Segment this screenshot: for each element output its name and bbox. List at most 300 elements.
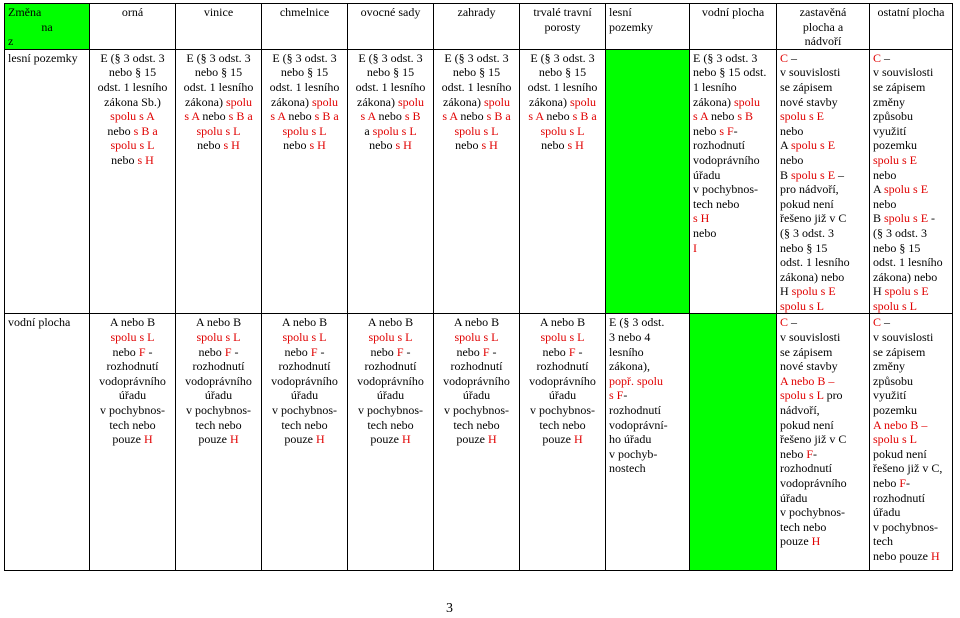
cell-line xyxy=(93,374,172,389)
cell-line xyxy=(609,461,686,476)
cell-lesni-vinice xyxy=(176,49,262,314)
red-text: F xyxy=(310,344,318,359)
text: pokud není xyxy=(780,196,834,211)
cell-line xyxy=(179,95,258,110)
cell-line xyxy=(179,388,258,403)
cell-line xyxy=(780,359,866,374)
cell-line xyxy=(437,418,516,433)
text: v pochybnos- xyxy=(444,403,509,418)
cell-line xyxy=(437,403,516,418)
header-line: trvalé travní xyxy=(533,5,592,19)
text: nové stavby xyxy=(780,94,838,109)
text: změny xyxy=(873,359,905,374)
cell-line xyxy=(179,359,258,374)
text: a xyxy=(364,123,373,138)
text: nebo xyxy=(780,446,807,461)
text: tech nebo xyxy=(693,196,740,211)
text: - xyxy=(575,344,583,359)
red-text: spolu s E xyxy=(780,109,825,124)
cell-line xyxy=(780,330,866,345)
cell-line xyxy=(265,345,344,360)
cell-line xyxy=(93,359,172,374)
cell-line xyxy=(780,124,866,139)
red-text: H xyxy=(401,432,411,447)
cell-line xyxy=(873,109,949,124)
text: způsobu xyxy=(873,373,913,388)
cell-line xyxy=(873,241,949,256)
text: vodoprávního xyxy=(693,152,760,167)
cell-line xyxy=(351,315,430,330)
cell-line xyxy=(873,95,949,110)
cell-line xyxy=(780,520,866,535)
red-text: spolu s E xyxy=(884,182,929,197)
header-line: plocha a xyxy=(802,19,844,34)
text: nebo pouze xyxy=(873,548,931,563)
text: nebo xyxy=(541,138,568,153)
cell-line xyxy=(873,153,949,168)
red-text: spolu s E xyxy=(791,167,836,182)
text: vodoprávního xyxy=(185,373,252,388)
red-text: C xyxy=(780,50,789,65)
cell-line xyxy=(437,315,516,330)
red-text: spolu xyxy=(397,94,424,109)
header-vinice: vinice xyxy=(176,4,262,50)
red-text: s A xyxy=(693,109,709,124)
red-text: spolu s L xyxy=(282,123,327,138)
text: zákona) xyxy=(529,94,570,109)
red-text: A nebo B – xyxy=(780,373,835,388)
text: se zápisem xyxy=(780,344,833,359)
cell-line xyxy=(780,226,866,241)
text: odst. 1 lesního xyxy=(269,79,340,94)
text: odst. 1 lesního xyxy=(97,79,168,94)
text: odst. 1 lesního xyxy=(527,79,598,94)
text: - xyxy=(317,344,325,359)
text: pouze xyxy=(370,432,402,447)
red-text: s B a xyxy=(228,109,253,124)
text: v pochybnos- xyxy=(272,403,337,418)
cell-line xyxy=(523,51,602,66)
text: odst. 1 lesního xyxy=(183,79,254,94)
text: vodoprávního xyxy=(443,373,510,388)
text: E (§ 3 odst. xyxy=(609,315,665,330)
text: v souvislosti xyxy=(780,330,841,345)
text: zákona) nebo xyxy=(780,269,845,284)
text: tech nebo xyxy=(367,417,414,432)
text: rozhodnutí xyxy=(693,138,745,153)
red-text: C xyxy=(780,315,789,330)
red-text: spolu s L xyxy=(196,330,241,345)
text: zákona) xyxy=(357,94,398,109)
text: nebo xyxy=(542,344,569,359)
cell-line xyxy=(179,124,258,139)
text: tech xyxy=(873,534,893,549)
cell-line xyxy=(351,51,430,66)
text: nebo xyxy=(456,344,483,359)
cell-line xyxy=(693,138,773,153)
cell-line xyxy=(693,241,773,256)
red-text: spolu s E xyxy=(884,284,929,299)
cell-line xyxy=(873,520,949,535)
cell-line xyxy=(179,374,258,389)
row-vodni-plocha xyxy=(5,314,953,571)
cell-line xyxy=(873,359,949,374)
red-text: s B a xyxy=(572,109,597,124)
cell-line xyxy=(265,80,344,95)
cell-line xyxy=(523,65,602,80)
red-text: s F xyxy=(609,388,624,403)
text: nebo § 15 xyxy=(194,65,243,80)
text: pouze xyxy=(456,432,488,447)
cell-line xyxy=(780,241,866,256)
cell-line xyxy=(780,65,866,80)
text: rozhodnutí xyxy=(364,359,417,374)
red-text: H xyxy=(930,548,940,563)
text: způsobu xyxy=(873,109,913,124)
text: zákona) xyxy=(271,94,312,109)
red-text: s F xyxy=(719,123,734,138)
cell-lesni-zastavena-plocha xyxy=(777,49,870,314)
text: vodoprávního xyxy=(271,373,338,388)
red-text: s B a xyxy=(314,109,339,124)
red-text: s H xyxy=(693,211,710,226)
cell-line xyxy=(93,65,172,80)
cell-line xyxy=(693,226,773,241)
header-line: zastavěná xyxy=(799,5,847,19)
cell-line xyxy=(93,388,172,403)
text: H xyxy=(780,284,792,299)
text: nebo xyxy=(375,109,405,124)
cell-line xyxy=(873,549,949,564)
cell-line xyxy=(693,211,773,226)
cell-line xyxy=(873,505,949,520)
cell-line xyxy=(780,505,866,520)
header-line: pozemky xyxy=(609,19,653,34)
text: E (§ 3 odst. 3 xyxy=(358,50,423,65)
text: E (§ 3 odst. 3 xyxy=(186,50,251,65)
text: A nebo B xyxy=(195,315,242,330)
red-text: spolu s L xyxy=(780,388,824,403)
text: rozhodnutí xyxy=(278,359,331,374)
cell-line xyxy=(873,447,949,462)
text: nebo § 15 xyxy=(452,65,501,80)
text: 3 nebo 4 xyxy=(609,330,651,345)
cell-line xyxy=(780,255,866,270)
cell-line xyxy=(693,182,773,197)
cell-line xyxy=(873,330,949,345)
text: nebo xyxy=(457,109,487,124)
land-type-change-table xyxy=(4,3,953,571)
red-text: spolu s L xyxy=(540,123,585,138)
text: H xyxy=(873,284,885,299)
cell-vodni-zahrady xyxy=(434,314,520,571)
text: nádvoří, xyxy=(780,403,820,418)
cell-line xyxy=(523,95,602,110)
text: úřadu xyxy=(290,388,319,403)
cell-line xyxy=(523,374,602,389)
cell-vodni-zastavena-plocha xyxy=(777,314,870,571)
text: ho úřadu xyxy=(609,432,652,447)
text: pouze xyxy=(780,534,812,549)
red-text: spolu s L xyxy=(282,330,327,345)
cell-line xyxy=(93,315,172,330)
header-ostatni-plocha: ostatní plocha xyxy=(870,4,953,50)
text: využití xyxy=(873,388,907,403)
cell-line xyxy=(780,182,866,197)
red-text: spolu s L xyxy=(110,138,155,153)
cell-line xyxy=(179,51,258,66)
text: A nebo B xyxy=(109,315,156,330)
cell-line xyxy=(780,432,866,447)
text: pokud není xyxy=(780,417,834,432)
red-text: s H xyxy=(137,152,154,167)
red-text: s A xyxy=(184,109,200,124)
header-line: lesní xyxy=(609,5,632,19)
text: zákona) nebo xyxy=(873,269,938,284)
red-text: spolu s L xyxy=(780,298,825,313)
cell-line xyxy=(873,418,949,433)
cell-line xyxy=(693,197,773,212)
cell-line xyxy=(873,211,949,226)
text: – xyxy=(881,315,891,330)
cell-line xyxy=(873,491,949,506)
cell-line xyxy=(873,80,949,95)
cell-line xyxy=(780,80,866,95)
text: nebo xyxy=(284,344,311,359)
corner-line: z xyxy=(8,34,14,49)
cell-line xyxy=(437,80,516,95)
red-text: H xyxy=(573,432,583,447)
cell-line xyxy=(523,388,602,403)
red-text: spolu s L xyxy=(372,123,417,138)
text: nebo xyxy=(873,196,897,211)
text: E (§ 3 odst. 3 xyxy=(272,50,337,65)
header-row xyxy=(5,4,953,50)
text: rozhodnutí xyxy=(192,359,245,374)
cell-line xyxy=(780,374,866,389)
red-text: spolu xyxy=(569,94,596,109)
cell-line xyxy=(523,80,602,95)
cell-line xyxy=(437,95,516,110)
cell-line xyxy=(873,284,949,299)
text: rozhodnutí xyxy=(106,359,159,374)
cell-line xyxy=(93,418,172,433)
cell-line xyxy=(873,197,949,212)
cell-line xyxy=(179,80,258,95)
cell-line xyxy=(780,345,866,360)
text: vodoprávní- xyxy=(609,417,668,432)
cell-line xyxy=(780,51,866,66)
cell-line xyxy=(437,138,516,153)
red-text: s A xyxy=(528,109,544,124)
text: úřadu xyxy=(118,388,147,403)
red-text: F xyxy=(568,344,576,359)
text: nebo § 15 xyxy=(366,65,415,80)
text: vodoprávního xyxy=(529,373,596,388)
text: se zápisem xyxy=(873,79,926,94)
text: v pochybnos- xyxy=(780,505,845,520)
text: – xyxy=(788,315,798,330)
text: A nebo B xyxy=(539,315,586,330)
text: nebo § 15 xyxy=(280,65,329,80)
text: nebo xyxy=(370,344,397,359)
red-text: s B xyxy=(404,109,421,124)
cell-line xyxy=(873,138,949,153)
cell-line xyxy=(179,330,258,345)
red-text: spolu s L xyxy=(110,330,155,345)
cell-line xyxy=(780,315,866,330)
text: nebo xyxy=(199,109,229,124)
cell-line xyxy=(93,80,172,95)
cell-line xyxy=(873,461,949,476)
cell-line xyxy=(780,476,866,491)
text: E (§ 3 odst. 3 xyxy=(444,50,509,65)
cell-line xyxy=(179,315,258,330)
red-text: spolu s E xyxy=(791,138,836,153)
text: nebo § 15 xyxy=(873,240,921,255)
red-text: spolu s E xyxy=(884,211,929,226)
cell-line xyxy=(179,109,258,124)
red-text: C xyxy=(873,315,882,330)
cell-line xyxy=(437,65,516,80)
red-text: s B a xyxy=(486,109,511,124)
cell-line xyxy=(873,65,949,80)
cell-line xyxy=(873,388,949,403)
cell-line xyxy=(693,168,773,183)
text: v souvislosti xyxy=(873,330,934,345)
text: nebo xyxy=(112,344,139,359)
cell-line xyxy=(780,403,866,418)
text: - xyxy=(489,344,497,359)
cell-line xyxy=(265,359,344,374)
text: změny xyxy=(873,94,905,109)
red-text: s H xyxy=(481,138,498,153)
cell-line xyxy=(93,432,172,447)
cell-line xyxy=(693,95,773,110)
text: odst. 1 lesního xyxy=(780,255,850,270)
text: - xyxy=(733,123,738,138)
text: využití xyxy=(873,123,907,138)
text: – xyxy=(788,50,798,65)
cell-line xyxy=(609,432,686,447)
cell-line xyxy=(265,432,344,447)
red-text: spolu s L xyxy=(368,330,413,345)
cell-line xyxy=(780,534,866,549)
red-text: s H xyxy=(309,138,326,153)
text: nebo xyxy=(198,344,225,359)
text: vodoprávního xyxy=(357,373,424,388)
text: - xyxy=(231,344,239,359)
text: odst. 1 lesního xyxy=(441,79,512,94)
cell-line xyxy=(265,65,344,80)
cell-line xyxy=(873,226,949,241)
text: úřadu xyxy=(693,167,721,182)
cell-line xyxy=(780,211,866,226)
cell-line xyxy=(437,51,516,66)
text: pro nádvoří, xyxy=(780,182,839,197)
header-orna: orná xyxy=(90,4,176,50)
cell-line xyxy=(523,432,602,447)
cell-line xyxy=(609,447,686,462)
cell-line xyxy=(523,124,602,139)
text: odst. 1 lesního xyxy=(355,79,426,94)
text: tech nebo xyxy=(453,417,500,432)
text: zákona), xyxy=(609,359,650,374)
cell-line xyxy=(351,432,430,447)
cell-line xyxy=(93,51,172,66)
cell-line xyxy=(437,359,516,374)
cell-line xyxy=(265,95,344,110)
cell-line xyxy=(873,255,949,270)
cell-line xyxy=(873,168,949,183)
red-text: s H xyxy=(567,138,584,153)
cell-lesni-orna xyxy=(90,49,176,314)
cell-line xyxy=(351,418,430,433)
text: v pochybnos- xyxy=(358,403,423,418)
red-text: spolu s L xyxy=(873,298,918,313)
cell-line xyxy=(780,270,866,285)
red-text: popř. spolu xyxy=(609,373,663,388)
text: nebo xyxy=(693,123,720,138)
red-text: spolu s A xyxy=(110,109,155,124)
text: v pochybnos- xyxy=(873,519,938,534)
text: nebo xyxy=(693,225,717,240)
cell-line xyxy=(873,432,949,447)
text: řešeno již v C xyxy=(780,432,847,447)
cell-line xyxy=(351,388,430,403)
row-label-vodni-plocha: vodní plocha xyxy=(5,314,90,571)
cell-line xyxy=(780,491,866,506)
text: v pochyb- xyxy=(609,446,658,461)
cell-line xyxy=(873,374,949,389)
text: zákona Sb.) xyxy=(104,94,161,109)
red-text: s A xyxy=(270,109,286,124)
cell-line xyxy=(93,345,172,360)
text: pokud není xyxy=(873,446,927,461)
cell-line xyxy=(873,51,949,66)
row-lesni-pozemky xyxy=(5,49,953,314)
red-text: spolu s L xyxy=(454,330,499,345)
cell-line xyxy=(609,418,686,433)
red-text: F xyxy=(396,344,404,359)
cell-line xyxy=(93,95,172,110)
header-trvale-travni-porosty xyxy=(520,4,606,50)
cell-lesni-chmelnice xyxy=(262,49,348,314)
red-text: spolu s E xyxy=(873,152,918,167)
cell-line xyxy=(437,374,516,389)
text: - xyxy=(928,211,936,226)
cell-lesni-lesni-pozemky xyxy=(606,49,690,314)
text: pozemku xyxy=(873,403,917,418)
cell-line xyxy=(780,197,866,212)
cell-line xyxy=(265,138,344,153)
header-ovocne-sady: ovocné sady xyxy=(348,4,434,50)
text: nebo § 15 xyxy=(108,65,157,80)
text: úřadu xyxy=(204,388,233,403)
red-text: s A xyxy=(442,109,458,124)
cell-line xyxy=(351,345,430,360)
text: nebo xyxy=(197,138,224,153)
cell-line xyxy=(437,330,516,345)
red-text: spolu xyxy=(311,94,338,109)
cell-line xyxy=(265,124,344,139)
text: zákona) xyxy=(185,94,226,109)
text: úřadu xyxy=(376,388,405,403)
text: nebo xyxy=(708,109,738,124)
red-text: F xyxy=(899,476,907,490)
cell-line xyxy=(523,403,602,418)
text: E (§ 3 odst. 3 xyxy=(100,50,165,65)
